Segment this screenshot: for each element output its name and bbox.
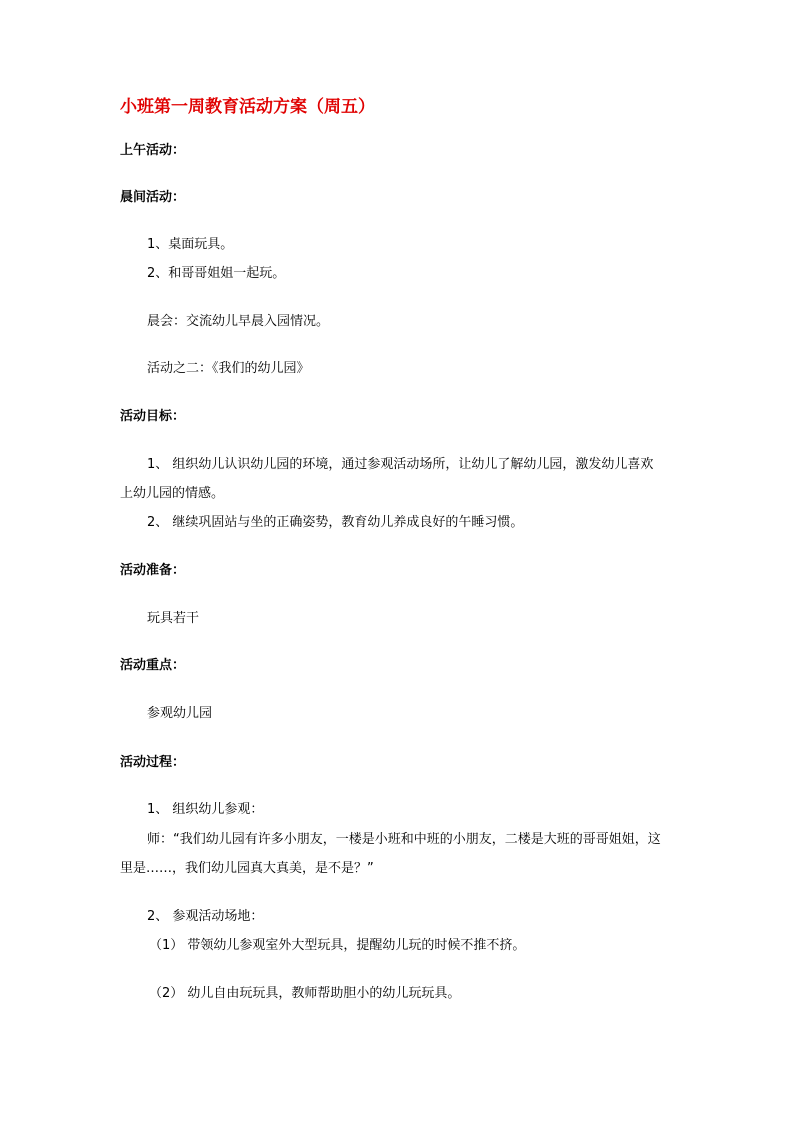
step-1-quote-line-2: 里是……，我们幼儿园真大真美，是不是？” (120, 861, 374, 876)
step-1: 1、 组织幼儿参观： (147, 802, 264, 817)
process-heading: 活动过程： (120, 755, 186, 770)
morning-item: 1、桌面玩具。 (147, 237, 234, 252)
focus-text: 参观幼儿园 (147, 706, 213, 721)
goal-1-line-1: 1、 组织幼儿认识幼儿园的环境，通过参观活动场所，让幼儿了解幼儿园，激发幼儿喜欢 (147, 457, 654, 472)
prep-text: 玩具若干 (147, 611, 200, 626)
activity-two-title: 活动之二：《我们的幼儿园》 (147, 361, 310, 376)
goal-2: 2、 继续巩固站与坐的正确姿势，教育幼儿养成良好的午睡习惯。 (147, 515, 524, 530)
focus-heading: 活动重点： (120, 658, 186, 673)
morning-heading: 上午活动： (120, 143, 186, 158)
document-title: 小班第一周教育活动方案（周五） (120, 97, 375, 117)
prep-heading: 活动准备： (120, 563, 186, 578)
morning-meeting: 晨会：交流幼儿早晨入园情况。 (147, 314, 330, 329)
morning-item: 2、和哥哥姐姐一起玩。 (147, 266, 286, 281)
goals-heading: 活动目标： (120, 409, 186, 424)
step-2: 2、 参观活动场地： (147, 909, 264, 924)
step-2-sub-1: （1） 带领幼儿参观室外大型玩具，提醒幼儿玩的时候不推不挤。 (149, 938, 526, 953)
step-1-quote-line-1: 师：“我们幼儿园有许多小朋友，一楼是小班和中班的小朋友，二楼是大班的哥哥姐姐，这 (147, 832, 661, 847)
step-2-sub-2: （2） 幼儿自由玩玩具，教师帮助胆小的幼儿玩玩具。 (149, 986, 461, 1001)
morning-group-heading: 晨间活动： (120, 190, 186, 205)
goal-1-line-2: 上幼儿园的情感。 (120, 486, 225, 501)
